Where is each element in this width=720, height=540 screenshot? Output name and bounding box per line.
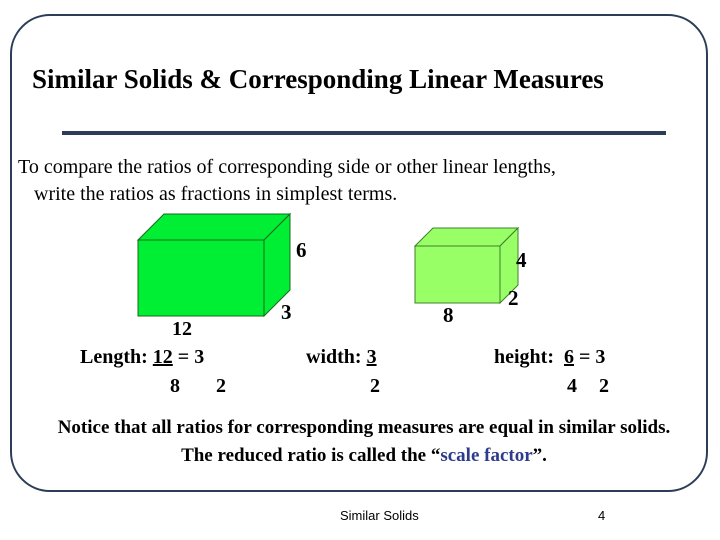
- intro-line-2: write the ratios as fractions in simplest terms.: [34, 183, 398, 205]
- small-rectangular-prism: [412, 225, 522, 307]
- notice-text: Notice that all ratios for corresponding measures are equal in similar solids. The reduced ratio is called the “: [57, 417, 671, 466]
- large-rectangular-prism: [134, 210, 294, 320]
- length-ratio-prefix: Length:: [80, 346, 148, 368]
- intro-line-1: To compare the ratios of corresponding side or other linear lengths,: [18, 156, 556, 178]
- height-ratio-prefix: height:: [494, 346, 554, 368]
- small-height-label: 4: [516, 248, 527, 272]
- width-ratio-prefix: width:: [306, 346, 362, 368]
- length-ratio-denominator: 8: [170, 375, 180, 397]
- height-ratio: [494, 346, 605, 369]
- small-depth-label: 2: [508, 286, 519, 310]
- notice-paragraph: [44, 414, 684, 470]
- large-length-label: 12: [172, 318, 192, 340]
- large-height-label: 6: [296, 238, 307, 262]
- length-ratio: [80, 346, 204, 369]
- length-ratio-result-denominator: 2: [216, 375, 226, 397]
- width-ratio: [306, 346, 377, 369]
- width-ratio-denominator: 2: [370, 375, 380, 397]
- small-prism-front-face: [415, 246, 500, 303]
- height-ratio-result-denominator: 2: [599, 375, 609, 397]
- title-divider: [62, 131, 666, 135]
- length-ratio-numerator: 12: [152, 346, 173, 368]
- notice-end: ”.: [532, 445, 547, 466]
- footer-title: Similar Solids: [340, 508, 419, 523]
- slide-title: Similar Solids & Corresponding Linear Measures: [32, 64, 604, 94]
- large-depth-label: 3: [281, 300, 292, 324]
- height-ratio-numerator: 6: [564, 346, 574, 368]
- scale-factor-term: scale factor: [440, 445, 533, 466]
- height-ratio-denominator: 4: [567, 375, 577, 397]
- large-prism-front-face: [138, 240, 264, 316]
- page-number: 4: [598, 508, 606, 523]
- length-ratio-result: = 3: [172, 346, 205, 368]
- height-ratio-result: = 3: [574, 346, 606, 368]
- width-ratio-numerator: 3: [366, 346, 377, 368]
- small-length-label: 8: [443, 303, 454, 327]
